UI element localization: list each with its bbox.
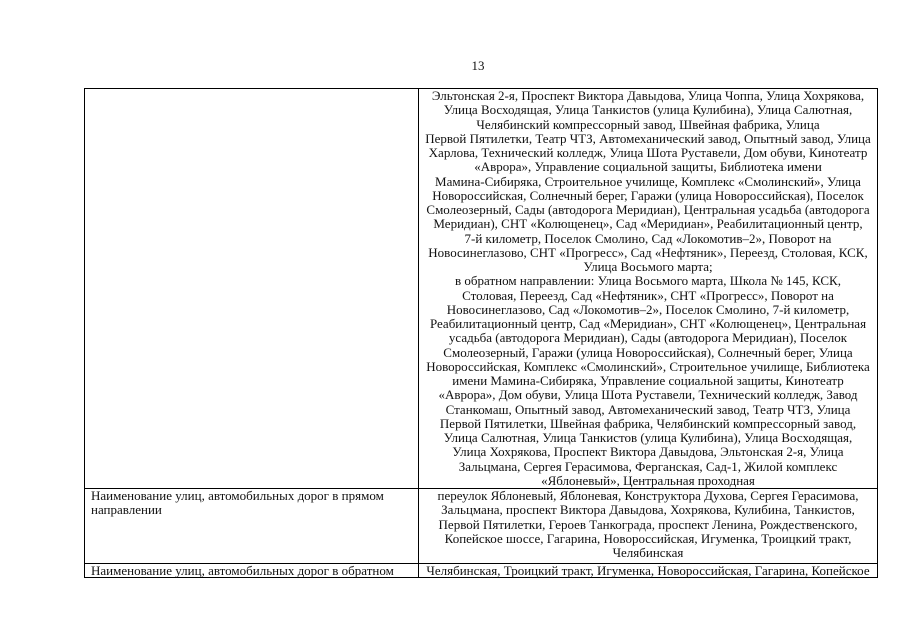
text-line: Смолеозерный, Гаражи (улица Новороссийская), Солнечный берег, Улица: [443, 344, 853, 360]
streets-reverse-label-cell: [91, 564, 411, 578]
text-line: «Яблоневый», Центральная проходная: [541, 472, 755, 488]
text-line: Первой Пятилетки, Театр ЧТЗ, Автомеханический завод, Опытный завод, Улица: [425, 130, 871, 146]
text-line: Улица Салютная, Улица Танкистов (улица Кулибина), Улица Восходящая,: [443, 430, 853, 445]
text-line: Улица Восьмого марта;: [583, 259, 713, 274]
stops-list-cell: [419, 89, 877, 488]
text-line: Зальцмана, проспект Виктора Давыдова, Хохрякова, Кулибина, Танкистов,: [441, 502, 855, 518]
text-line: Зальцмана, Сергея Герасимова, Ферганская, Сад-1, Жилой комплекс: [458, 458, 838, 474]
text-line: Наименование улиц, автомобильных дорог в обратном: [91, 563, 394, 578]
text-line: в обратном направлении: Улица Восьмого марта, Школа № 145, КСК,: [455, 273, 841, 289]
text-line: Новороссийская, Солнечный берег, Гаражи (улица Новороссийская), Поселок: [432, 187, 864, 203]
streets-forward-label-cell: [91, 489, 411, 518]
route-table: [84, 88, 878, 578]
text-line: Улица Восходящая, Улица Танкистов (улица Кулибина), Улица Салютная,: [443, 102, 853, 118]
text-line: Первой Пятилетки, Героев Танкограда, проспект Ленина, Рождественского,: [438, 516, 858, 532]
text-line: Челябинская: [612, 545, 684, 560]
text-line: Смолеозерный, Сады (автодорога Меридиан), Центральная усадьба (автодорога: [426, 202, 870, 217]
text-line: «Аврора», Дом обуви, Улица Шота Руставели, Технический колледж, Завод: [438, 387, 858, 403]
streets-forward-value-cell: [419, 489, 877, 560]
text-line: Реабилитационный центр, Сад «Меридиан», СНТ «Колющенец», Центральная: [429, 316, 867, 331]
text-line: переулок Яблоневый, Яблоневая, Конструктора Духова, Сергея Герасимова,: [437, 488, 859, 503]
text-line: Эльтонская 2-я, Проспект Виктора Давыдова, Улица Чоппа, Улица Хохрякова,: [431, 88, 865, 103]
text-line: Улица Хохрякова, Проспект Виктора Давыдова, Эльтонская 2-я, Улица: [452, 444, 844, 460]
text-line: Меридиан), СНТ «Колющенец», Сад «Меридиан», Реабилитационный центр,: [433, 216, 863, 232]
text-line: Мамина-Сибиряка, Строительное училище, Комплекс «Смолинский», Улица: [435, 173, 861, 189]
text-line: Новосинеглазово, Сад «Локомотив–2», Поселок Смолино, 7-й километр,: [446, 301, 850, 317]
text-line: 7-й километр, Поселок Смолино, Сад «Локомотив–2», Поворот на: [464, 230, 832, 246]
text-line: Харлова, Технический колледж, Улица Шота Руставели, Дом обуви, Кинотеатр: [428, 145, 868, 160]
text-line: имени Мамина-Сибиряка, Управление социальной защиты, Кинотеатр: [452, 373, 844, 388]
text-line: Челябинский компрессорный завод, Швейная фабрика, Улица: [476, 116, 820, 132]
text-line: Первой Пятилетки, Швейная фабрика, Челябинский компрессорный завод,: [439, 415, 857, 431]
text-line: Новороссийская, Комплекс «Смолинский», Строительное училище, Библиотека: [426, 358, 870, 374]
text-line: усадьба (автодорога Меридиан), Сады (автодорога Меридиан), Поселок: [448, 330, 848, 346]
streets-reverse-value-cell: [419, 564, 877, 578]
page-number: 13: [471, 58, 485, 73]
text-line: Столовая, Переезд, Сад «Нефтяник», СНТ «Прогресс», Поворот на: [462, 287, 834, 303]
text-line: Челябинская, Троицкий тракт, Игуменка, Новороссийская, Гагарина, Копейское: [426, 563, 870, 578]
text-line: Новосинеглазово, СНТ «Прогресс», Сад «Нефтяник», Переезд, Столовая, КСК,: [428, 244, 868, 260]
text-line: «Аврора», Управление социальной защиты, Библиотека имени: [474, 159, 822, 175]
text-line: Наименование улиц, автомобильных дорог в прямом: [91, 488, 384, 503]
text-line: направлении: [91, 502, 162, 518]
text-line: Станкомаш, Опытный завод, Автомеханический завод, Театр ЧТЗ, Улица: [445, 401, 851, 417]
text-line: Копейское шоссе, Гагарина, Новороссийская, Игуменка, Троицкий тракт,: [444, 530, 852, 546]
